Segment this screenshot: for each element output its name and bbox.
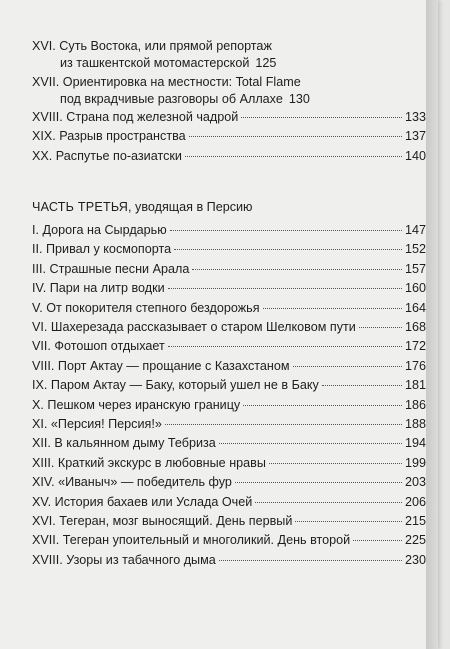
toc-page-number: 188 [404, 417, 426, 431]
dot-leader [353, 540, 402, 541]
dot-leader [322, 385, 402, 386]
toc-entry [32, 416, 426, 433]
toc-page-number: 130 [288, 92, 310, 106]
dot-leader [241, 117, 402, 118]
toc-entry [32, 455, 426, 472]
dot-leader [165, 424, 402, 425]
toc-entry [32, 222, 426, 239]
toc-entry [32, 435, 426, 452]
dot-leader [293, 366, 402, 367]
toc-page-number: 206 [404, 494, 426, 509]
toc-page-number: 140 [404, 149, 426, 163]
toc-entry-title-continued: под вкрадчивые разговоры об Аллахе [60, 92, 283, 106]
toc-page-number: 133 [404, 110, 426, 124]
dot-leader [168, 346, 402, 347]
toc-entry [32, 513, 426, 530]
toc-page-number: 199 [404, 455, 426, 470]
dot-leader [192, 269, 402, 270]
toc-entry [32, 109, 426, 126]
toc-page-number: 230 [404, 552, 426, 567]
toc-page-number: 181 [404, 378, 426, 393]
part-heading-subtitle: , уводящая в Персию [128, 200, 253, 214]
toc-entry-title: XVIII. Страна под железной чадрой [32, 110, 239, 124]
toc-page-number: 168 [404, 320, 426, 334]
toc-entry [32, 397, 426, 414]
toc-entry-title: XVIII. Узоры из табачного дыма [32, 552, 216, 567]
toc-page-number: 125 [255, 56, 277, 70]
part-heading [32, 199, 252, 216]
toc-entry [32, 38, 426, 72]
toc-page-number: 215 [404, 514, 426, 528]
part-heading-caps: ЧАСТЬ ТРЕТЬЯ [32, 200, 129, 214]
toc-page-number: 164 [404, 300, 426, 315]
toc-entry-title: XVI. Тегеран, мозг выносящий. День первый [32, 514, 293, 528]
toc-entry-title: V. От покорителя степного бездорожья [32, 300, 260, 315]
dot-leader [168, 288, 402, 289]
toc-entry-title: XVII. Ориентировка на местности: Total Flame [32, 75, 301, 89]
dot-leader [235, 482, 402, 483]
toc-page-number: 186 [404, 397, 426, 412]
toc-page-number: 160 [404, 281, 426, 296]
toc-entry-title: XIX. Разрыв пространства [32, 129, 186, 143]
toc-entry [32, 74, 426, 108]
toc-entry-title: XII. В кальянном дыму Тебриза [32, 436, 216, 451]
toc-entry [32, 241, 426, 258]
dot-leader [219, 443, 402, 444]
toc-page-number: 176 [404, 358, 426, 373]
toc-entry [32, 261, 426, 278]
toc-entry [32, 128, 426, 145]
toc-entry [32, 494, 426, 511]
toc-entry-title: IX. Паром Актау — Баку, который ушел не в Баку [32, 378, 319, 393]
dot-leader [269, 463, 402, 464]
toc-page-number: 194 [404, 436, 426, 451]
dot-leader [243, 405, 402, 406]
toc-page-number: 137 [404, 129, 426, 143]
toc-page-number: 172 [404, 339, 426, 354]
dot-leader [263, 308, 402, 309]
dot-leader [295, 521, 402, 522]
toc-page-number: 152 [404, 242, 426, 257]
dot-leader [174, 249, 402, 250]
toc-entry [32, 148, 426, 165]
toc-entry [32, 338, 426, 355]
toc-entry-title-continued: из ташкентской мотомастерской [60, 56, 250, 70]
toc-entry-title: XV. История бахаев или Услада Очей [32, 494, 253, 509]
toc-entry-title: VI. Шахерезада рассказывает о старом Шелковом пути [32, 320, 356, 334]
toc-page-number: 147 [404, 223, 426, 237]
toc-entry-title: II. Привал у космопорта [32, 242, 172, 257]
toc-entry [32, 474, 426, 491]
toc-entry [32, 319, 426, 336]
toc-entry [32, 358, 426, 375]
toc-entry-title: XIII. Краткий экскурс в любовные нравы [32, 455, 266, 470]
toc-entry-title: IV. Пари на литр водки [32, 281, 165, 296]
toc-entry-title: XI. «Персия! Персия!» [32, 417, 162, 431]
dot-leader [255, 502, 402, 503]
dot-leader [185, 156, 402, 157]
toc-page-number: 203 [404, 475, 426, 490]
dot-leader [170, 230, 402, 231]
toc-entry-title: XX. Распутье по-азиатски [32, 149, 182, 163]
toc-entry-title: III. Страшные песни Арала [32, 261, 190, 276]
toc-entry-title: XVI. Суть Востока, или прямой репортаж [32, 39, 272, 53]
toc-page-number: 157 [404, 261, 426, 276]
dot-leader [359, 327, 402, 328]
toc-entry-title: VII. Фотошоп отдыхает [32, 339, 165, 354]
dot-leader [219, 560, 402, 561]
toc-entry-title: XVII. Тегеран упоительный и многоликий. День второй [32, 533, 351, 548]
toc-entry-title: X. Пешком через иранскую границу [32, 397, 241, 412]
toc-entry-title: I. Дорога на Сырдарью [32, 223, 167, 237]
toc-entry-title: XIV. «Иваныч» — победитель фур [32, 475, 232, 490]
toc-entry [32, 377, 426, 394]
dot-leader [189, 136, 402, 137]
toc-entry [32, 300, 426, 317]
toc-entry [32, 552, 426, 569]
toc-entry-title: VIII. Порт Актау — прощание с Казахстаном [32, 358, 290, 373]
page-edge-shadow [426, 0, 438, 649]
toc-page-number: 225 [404, 533, 426, 548]
toc-entry [32, 532, 426, 549]
toc-entry [32, 280, 426, 297]
